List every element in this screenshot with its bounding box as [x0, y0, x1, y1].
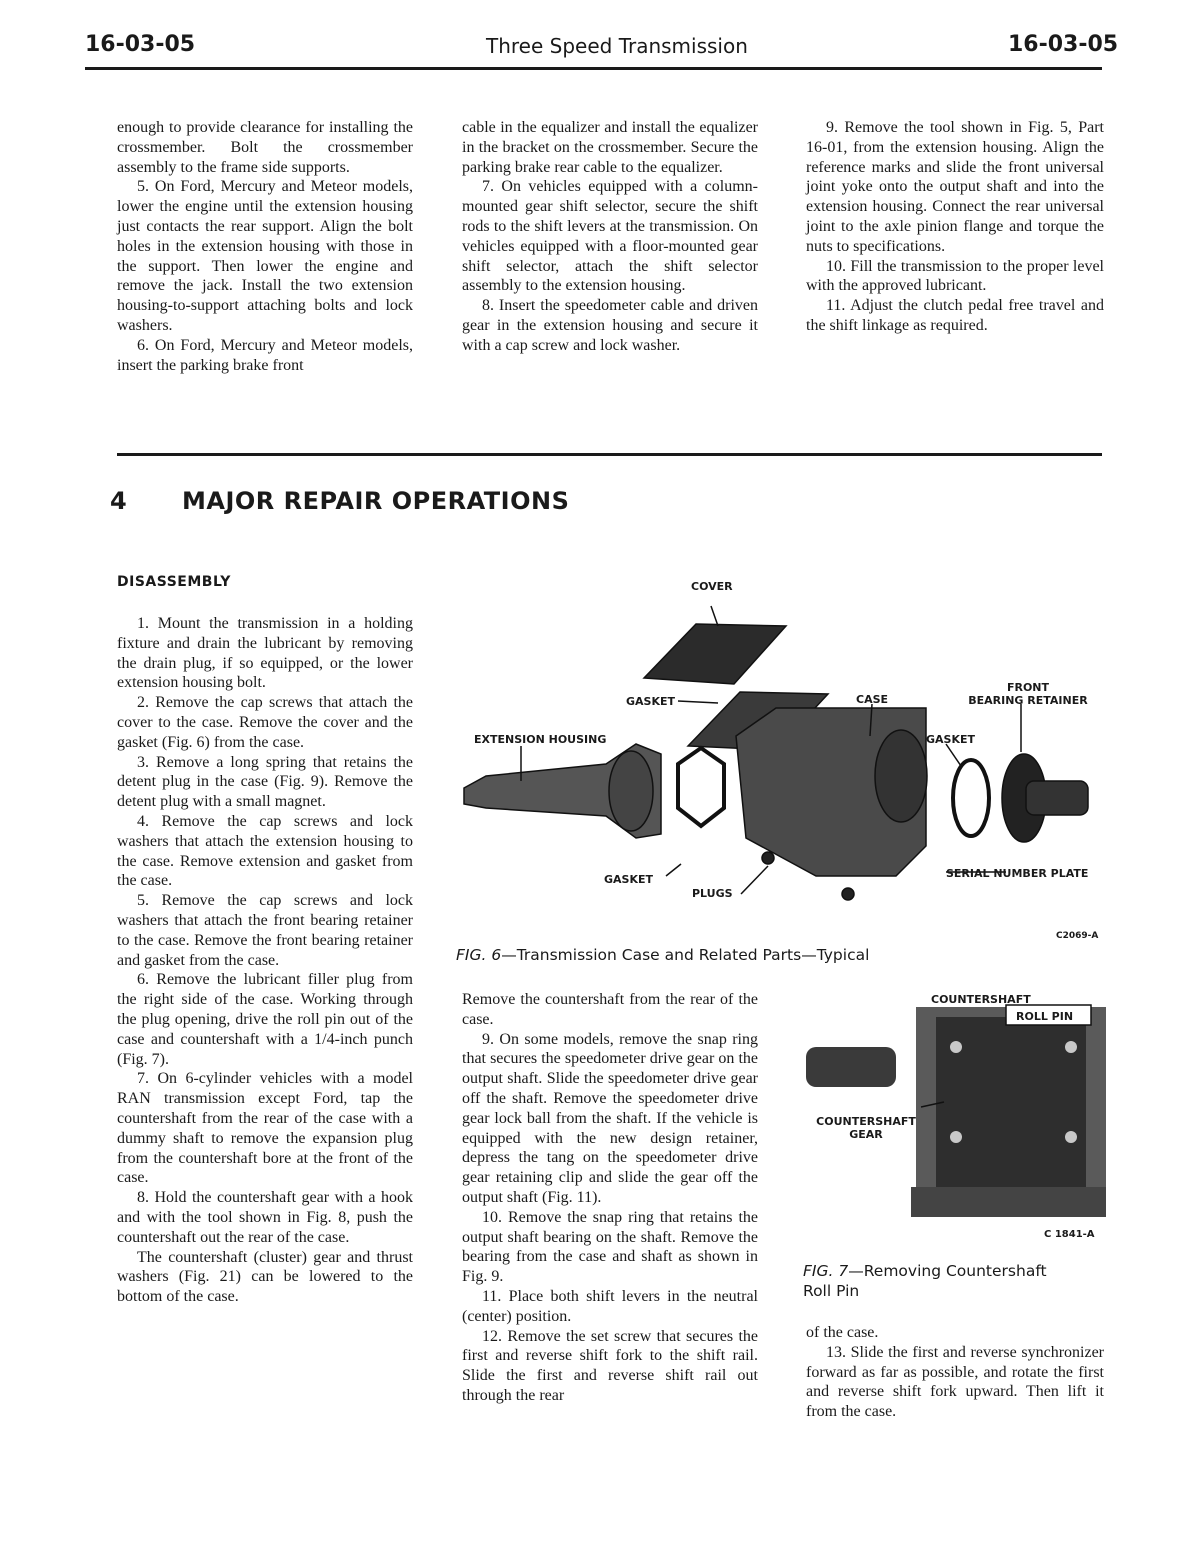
- section-rule: [117, 453, 1102, 456]
- figure-7-number: FIG. 7: [803, 1262, 849, 1280]
- label-serial-number-plate: SERIAL NUMBER PLATE: [946, 867, 1089, 880]
- figure-7-caption-text: —Removing Countershaft: [848, 1262, 1047, 1280]
- disassembly-column-1: [117, 614, 413, 1307]
- figure-6-caption: [456, 946, 869, 964]
- plug-part: [762, 852, 774, 864]
- figure-code: C2069-A: [1056, 931, 1099, 941]
- label-bearing-retainer: BEARING RETAINER: [968, 694, 1088, 707]
- paragraph: 5. On Ford, Mercury and Meteor models, lower the engine until the extension housing just contacts the rear support. Align the bolt holes in the extension housing with those in the support. Then lower the engine and remove the jack. Install the two extension housing-to-support attaching bolts and lock washers.: [117, 178, 413, 334]
- step: The countershaft (cluster) gear and thrust washers (Fig. 21) can be lowered to the bottom of the case.: [117, 1248, 413, 1306]
- figure-7-illustration: [806, 987, 1106, 1242]
- label-countershaft-gear-2: GEAR: [849, 1128, 883, 1141]
- step: 8. Hold the countershaft gear with a hook and with the tool shown in Fig. 8, push the countershaft out the rear of the case.: [117, 1189, 413, 1246]
- gasket-middle-part: [678, 748, 724, 826]
- disassembly-column-3: [806, 1323, 1104, 1422]
- step: 9. On some models, remove the snap ring that secures the speedometer drive gear on the output shaft. Slide the speedometer drive gear off the shaft. Remove the speedometer drive gear lock ball from the shaft. If the vehicle is equipped with the new design retainer, depress the tang on the speedometer drive gear retaining clip and slide the gear off the output shaft (Fig. 11).: [462, 1030, 758, 1206]
- label-countershaft-gear-1: COUNTERSHAFT: [816, 1115, 916, 1128]
- label-cover: COVER: [691, 580, 733, 593]
- figure-6-number: FIG. 6: [456, 946, 502, 964]
- label-gasket-right: GASKET: [926, 733, 976, 746]
- figure-6-caption-text: —Transmission Case and Related Parts—Typical: [501, 946, 870, 964]
- step: 3. Remove a long spring that retains the detent plug in the case (Fig. 9). Remove the detent plug with a small magnet.: [117, 753, 413, 811]
- disassembly-column-2: [462, 990, 758, 1406]
- paragraph: 9. Remove the tool shown in Fig. 5, Part 16-01, from the extension housing. Align the reference marks and slide the front universal joint yoke onto the output shaft and into the extension housing. Connect the rear universal joint to the axle pinion flange and torque the nuts to specifications.: [806, 119, 1104, 255]
- plug-part: [842, 888, 854, 900]
- step: 1. Mount the transmission in a holding fixture and drain the lubricant by removing the drain plug, if so equipped, or the lower extension housing bolt.: [117, 615, 413, 692]
- section-heading: [110, 487, 569, 515]
- step: 13. Slide the first and reverse synchronizer forward as far as possible, and rotate the first and reverse shift fork upward. Then lift it from the case.: [806, 1343, 1104, 1421]
- header-rule: [85, 67, 1102, 70]
- hand-tool-photo: [806, 1047, 896, 1087]
- figure-7-caption-text-2: Roll Pin: [803, 1282, 860, 1300]
- step: 5. Remove the cap screws and lock washers that attach the front bearing retainer to the case. Remove the front bearing retainer and gasket from the case.: [117, 892, 413, 969]
- paragraph: 8. Insert the speedometer cable and driven gear in the extension housing and secure it with a cap screw and lock washer.: [462, 297, 758, 354]
- label-case: CASE: [856, 693, 889, 706]
- step: 4. Remove the cap screws and lock washers that attach the extension housing to the case. Remove extension and gasket from the case.: [117, 812, 413, 890]
- label-gasket-bottom: GASKET: [604, 873, 654, 886]
- figure-7-caption: [803, 1261, 1047, 1301]
- figure-code: C 1841-A: [1044, 1229, 1095, 1240]
- label-plugs: PLUGS: [692, 887, 733, 900]
- step: 2. Remove the cap screws that attach the cover to the case. Remove the cover and the gasket (Fig. 6) from the case.: [117, 694, 413, 751]
- paragraph: 11. Adjust the clutch pedal free travel and the shift linkage as required.: [806, 297, 1104, 334]
- gasket-right-part: [953, 760, 989, 836]
- step: 6. Remove the lubricant filler plug from the right side of the case. Working through the plug opening, drive the roll pin out of the case and countershaft with a 1/4-inch punch (Fig. 7).: [117, 971, 413, 1068]
- step: 12. Remove the set screw that secures the first and reverse shift fork to the shift rail. Slide the first and reverse shift rail out through the rear: [462, 1327, 758, 1404]
- top-column-3: [806, 118, 1104, 336]
- paragraph: 7. On vehicles equipped with a column-mounted gear shift selector, secure the shift rods to the shift levers at the transmission. On vehicles equipped with a floor-mounted gear shift selector, attach the shift selector assembly to the extension housing.: [462, 178, 758, 295]
- step: of the case.: [806, 1324, 879, 1341]
- running-title: Three Speed Transmission: [486, 34, 748, 58]
- step: 11. Place both shift levers in the neutral (center) position.: [462, 1287, 758, 1325]
- label-roll-pin: ROLL PIN: [1016, 1010, 1074, 1023]
- step: 10. Remove the snap ring that retains the output shaft bearing on the shaft. Remove the bearing from the case and shaft as shown in Fig. 9.: [462, 1208, 758, 1286]
- paragraph: 6. On Ford, Mercury and Meteor models, insert the parking brake front: [117, 336, 413, 374]
- label-gasket-top: GASKET: [626, 695, 676, 708]
- subheading-disassembly: DISASSEMBLY: [117, 574, 231, 590]
- top-column-1: [117, 118, 413, 375]
- page-number-left: 16-03-05: [85, 32, 196, 57]
- section-number: 4: [110, 487, 128, 515]
- step: 7. On 6-cylinder vehicles with a model RAN transmission except Ford, tap the countershaft from the rear of the case with a dummy shaft to remove the expansion plug from the countershaft bore at the front of the case.: [117, 1070, 413, 1187]
- paragraph: 10. Fill the transmission to the proper level with the approved lubricant.: [806, 257, 1104, 295]
- label-countershaft: COUNTERSHAFT: [931, 993, 1031, 1006]
- step: Remove the countershaft from the rear of the case.: [462, 991, 758, 1028]
- cover-part: [644, 624, 786, 684]
- paragraph: enough to provide clearance for installing the crossmember. Bolt the crossmember assembly to the frame side supports.: [117, 119, 413, 176]
- label-extension-housing: EXTENSION HOUSING: [474, 733, 607, 746]
- page-number-right: 16-03-05: [1008, 32, 1119, 57]
- paragraph: cable in the equalizer and install the equalizer in the bracket on the crossmember. Secure the parking brake rear cable to the equalizer.: [462, 119, 758, 176]
- label-front: FRONT: [1006, 681, 1050, 694]
- figure-6-illustration: [456, 576, 1106, 941]
- section-title: MAJOR REPAIR OPERATIONS: [182, 487, 570, 515]
- top-column-2: [462, 118, 758, 356]
